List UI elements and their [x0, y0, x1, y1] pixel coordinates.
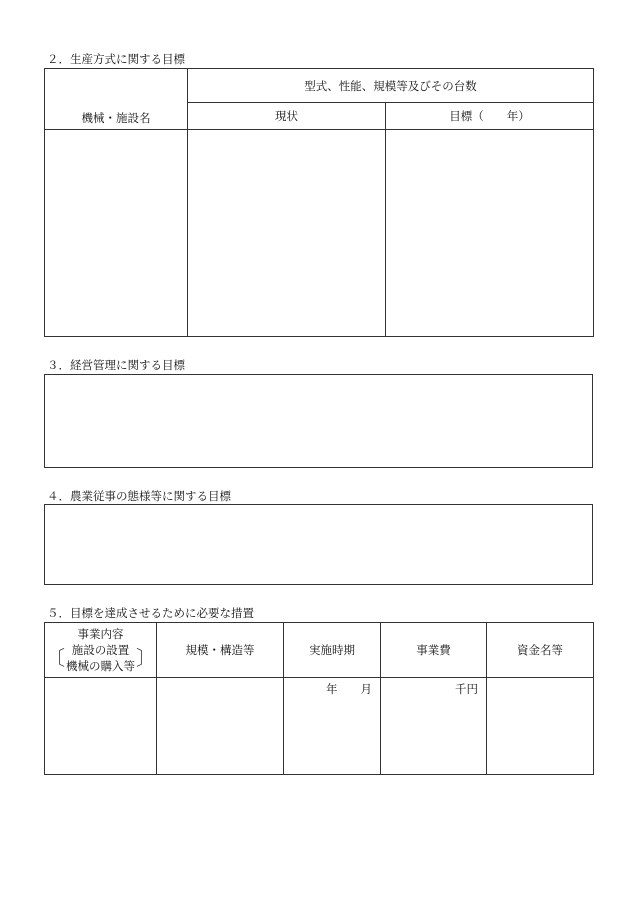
section5-heading: ５．目標を達成させるために必要な措置 [47, 606, 254, 620]
fund-name-header: 資金名等 [487, 623, 594, 678]
implementation-period-header: 実施時期 [284, 623, 381, 678]
current-status-header: 現状 [188, 103, 386, 130]
management-target-box[interactable] [44, 374, 593, 468]
fund-name-cell[interactable] [487, 678, 594, 775]
business-content-cell[interactable] [45, 678, 157, 775]
machine-facility-name-header [45, 69, 188, 130]
current-status-cell[interactable] [188, 130, 386, 337]
target-year-header: 目標（ 年） [386, 103, 594, 130]
farm-work-target-box[interactable] [44, 504, 593, 585]
machine-name-cell[interactable] [45, 130, 188, 337]
project-cost-cell[interactable] [381, 678, 487, 775]
project-cost-header: 事業費 [381, 623, 487, 678]
scale-structure-header: 規模・構造等 [157, 623, 284, 678]
machine-purchase-label: 機械の購入等 [66, 659, 135, 673]
section4-heading: ４．農業従事の態様等に関する目標 [47, 489, 231, 503]
machine-facility-name-label: 機械・施設名 [81, 111, 151, 125]
right-bracket: 〕 [136, 646, 156, 670]
section2-heading: ２．生産方式に関する目標 [47, 52, 185, 66]
period-unit-label: 年 月 [326, 682, 372, 696]
business-content-header [45, 623, 157, 678]
measures-table [44, 622, 594, 775]
section3-heading: ３．経営管理に関する目標 [47, 358, 185, 372]
scale-structure-cell[interactable] [157, 678, 284, 775]
left-bracket: 〔 [45, 646, 65, 670]
production-method-table [44, 68, 594, 337]
spec-group-header: 型式、性能、規模等及びその台数 [188, 69, 594, 103]
facility-installation-label: 施設の設置 [71, 643, 130, 657]
cost-unit-label: 千円 [455, 682, 478, 696]
implementation-period-cell[interactable] [284, 678, 381, 775]
target-cell[interactable] [386, 130, 594, 337]
business-content-title: 事業内容 [77, 627, 124, 641]
